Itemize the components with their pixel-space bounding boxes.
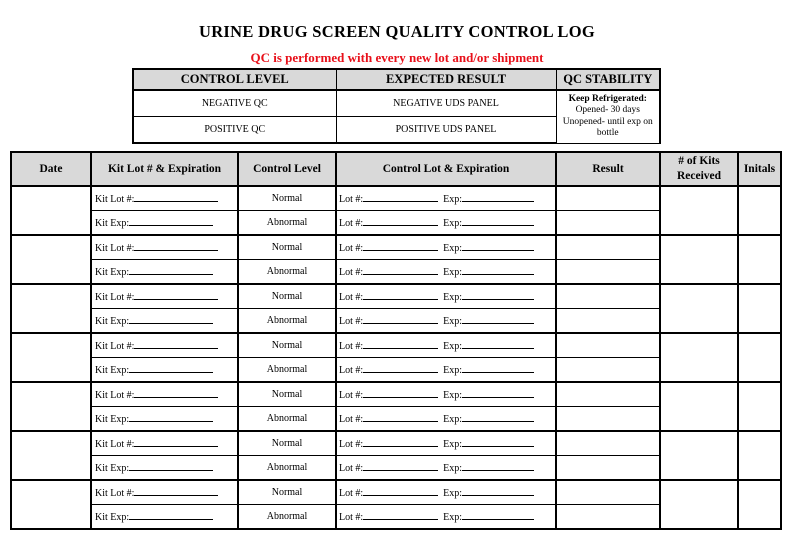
kit-lot-field[interactable]: [91, 186, 238, 211]
kit-exp-field[interactable]: [91, 505, 238, 530]
log-row-normal: [11, 480, 781, 505]
control-level-normal: Normal: [238, 284, 336, 309]
result-cell[interactable]: [556, 505, 660, 530]
date-cell[interactable]: [11, 186, 91, 235]
control-level-normal: Normal: [238, 431, 336, 456]
kit-exp-line: [129, 510, 213, 520]
log-row-normal: [11, 333, 781, 358]
lot-line: [363, 510, 438, 520]
kit-lot-line: [134, 241, 218, 251]
lot-line: [363, 339, 438, 349]
exp-line: [462, 339, 534, 349]
exp-label: Exp:: [443, 512, 463, 523]
kit-exp-line: [129, 363, 213, 373]
control-level-abnormal: Abnormal: [238, 358, 336, 383]
log-row-normal: [11, 382, 781, 407]
control-lot-field[interactable]: [336, 382, 556, 407]
lot-label: Lot #:: [339, 194, 364, 205]
exp-label: Exp:: [443, 390, 463, 401]
exp-line: [462, 437, 534, 447]
result-cell[interactable]: [556, 186, 660, 211]
control-lot-field[interactable]: [336, 309, 556, 334]
qc-expected-negative: NEGATIVE UDS PANEL: [336, 90, 556, 117]
qc-header-expected-result: EXPECTED RESULT: [336, 69, 556, 90]
lot-label: Lot #:: [339, 488, 364, 499]
initials-cell[interactable]: [738, 284, 781, 333]
exp-line: [462, 314, 534, 324]
kit-lot-label: Kit Lot #:: [95, 488, 135, 499]
kit-exp-line: [129, 461, 213, 471]
exp-label: Exp:: [443, 194, 463, 205]
qc-stability-unopened: Unopened- until exp on bottle: [562, 116, 653, 139]
kits-received-cell[interactable]: [660, 186, 738, 235]
result-cell[interactable]: [556, 333, 660, 358]
kit-lot-field[interactable]: [91, 382, 238, 407]
lot-label: Lot #:: [339, 243, 364, 254]
control-level-normal: Normal: [238, 333, 336, 358]
control-level-abnormal: Abnormal: [238, 260, 336, 285]
kit-lot-line: [134, 339, 218, 349]
kit-exp-label: Kit Exp:: [95, 218, 130, 229]
lot-label: Lot #:: [339, 390, 364, 401]
kit-exp-field[interactable]: [91, 309, 238, 334]
kit-exp-field[interactable]: [91, 456, 238, 481]
exp-label: Exp:: [443, 439, 463, 450]
result-cell[interactable]: [556, 284, 660, 309]
control-lot-field[interactable]: [336, 407, 556, 432]
date-cell[interactable]: [11, 235, 91, 284]
kit-lot-label: Kit Lot #:: [95, 439, 135, 450]
kit-lot-line: [134, 388, 218, 398]
kit-lot-line: [134, 290, 218, 300]
exp-line: [462, 265, 534, 275]
log-row-normal: [11, 431, 781, 456]
kits-received-cell[interactable]: [660, 480, 738, 529]
date-cell[interactable]: [11, 431, 91, 480]
initials-cell[interactable]: [738, 235, 781, 284]
result-cell[interactable]: [556, 260, 660, 285]
kit-lot-line: [134, 437, 218, 447]
header-control-lot-expiration: Control Lot & Expiration: [336, 152, 556, 186]
kit-exp-field[interactable]: [91, 211, 238, 236]
exp-line: [462, 192, 534, 202]
control-level-normal: Normal: [238, 186, 336, 211]
kit-exp-label: Kit Exp:: [95, 316, 130, 327]
kit-lot-label: Kit Lot #:: [95, 341, 135, 352]
control-lot-field[interactable]: [336, 431, 556, 456]
lot-line: [363, 216, 438, 226]
qc-header-qc-stability: QC STABILITY: [556, 69, 660, 90]
exp-line: [462, 461, 534, 471]
kit-lot-field[interactable]: [91, 480, 238, 505]
kit-lot-label: Kit Lot #:: [95, 243, 135, 254]
exp-label: Exp:: [443, 463, 463, 474]
initials-cell[interactable]: [738, 382, 781, 431]
result-cell[interactable]: [556, 480, 660, 505]
initials-cell[interactable]: [738, 333, 781, 382]
result-cell[interactable]: [556, 211, 660, 236]
kit-lot-line: [134, 486, 218, 496]
exp-line: [462, 363, 534, 373]
kits-received-cell[interactable]: [660, 333, 738, 382]
control-level-normal: Normal: [238, 382, 336, 407]
lot-line: [363, 388, 438, 398]
lot-label: Lot #:: [339, 512, 364, 523]
header-kit-lot-expiration: Kit Lot # & Expiration: [91, 152, 238, 186]
kit-exp-label: Kit Exp:: [95, 512, 130, 523]
header-result: Result: [556, 152, 660, 186]
control-lot-field[interactable]: [336, 235, 556, 260]
control-lot-field[interactable]: [336, 333, 556, 358]
header-kits-received: # of Kits Received: [660, 152, 738, 186]
control-level-normal: Normal: [238, 235, 336, 260]
kit-exp-field[interactable]: [91, 407, 238, 432]
exp-line: [462, 388, 534, 398]
control-lot-field[interactable]: [336, 456, 556, 481]
exp-label: Exp:: [443, 218, 463, 229]
qc-level-negative: NEGATIVE QC: [133, 90, 336, 117]
lot-label: Lot #:: [339, 292, 364, 303]
lot-label: Lot #:: [339, 365, 364, 376]
date-cell[interactable]: [11, 480, 91, 529]
lot-label: Lot #:: [339, 267, 364, 278]
control-lot-field[interactable]: [336, 358, 556, 383]
result-cell[interactable]: [556, 309, 660, 334]
exp-label: Exp:: [443, 488, 463, 499]
exp-label: Exp:: [443, 243, 463, 254]
lot-label: Lot #:: [339, 439, 364, 450]
page-subtitle: QC is performed with every new lot and/or shipment: [250, 50, 544, 65]
log-body: [11, 186, 781, 529]
result-cell[interactable]: [556, 431, 660, 456]
initials-cell[interactable]: [738, 431, 781, 480]
log-row-normal: [11, 186, 781, 211]
kit-lot-field[interactable]: [91, 431, 238, 456]
lot-line: [363, 486, 438, 496]
control-lot-field[interactable]: [336, 505, 556, 530]
initials-cell[interactable]: [738, 480, 781, 529]
control-lot-field[interactable]: [336, 186, 556, 211]
control-lot-field[interactable]: [336, 211, 556, 236]
kit-lot-label: Kit Lot #:: [95, 390, 135, 401]
result-cell[interactable]: [556, 358, 660, 383]
qc-reference-table: [132, 68, 661, 144]
lot-line: [363, 192, 438, 202]
control-level-abnormal: Abnormal: [238, 309, 336, 334]
date-cell[interactable]: [11, 333, 91, 382]
kit-exp-line: [129, 314, 213, 324]
lot-label: Lot #:: [339, 414, 364, 425]
kit-lot-field[interactable]: [91, 284, 238, 309]
exp-line: [462, 510, 534, 520]
exp-line: [462, 486, 534, 496]
lot-line: [363, 290, 438, 300]
kit-lot-field[interactable]: [91, 333, 238, 358]
exp-label: Exp:: [443, 316, 463, 327]
exp-line: [462, 216, 534, 226]
qc-log-table: [10, 151, 782, 530]
lot-label: Lot #:: [339, 316, 364, 327]
kit-exp-label: Kit Exp:: [95, 365, 130, 376]
exp-label: Exp:: [443, 414, 463, 425]
result-cell[interactable]: [556, 456, 660, 481]
kit-exp-line: [129, 265, 213, 275]
exp-label: Exp:: [443, 365, 463, 376]
result-cell[interactable]: [556, 382, 660, 407]
lot-label: Lot #:: [339, 341, 364, 352]
exp-label: Exp:: [443, 292, 463, 303]
kit-lot-line: [134, 192, 218, 202]
lot-line: [363, 437, 438, 447]
date-cell[interactable]: [11, 382, 91, 431]
kit-exp-line: [129, 412, 213, 422]
kit-lot-field[interactable]: [91, 235, 238, 260]
lot-label: Lot #:: [339, 463, 364, 474]
control-level-abnormal: Abnormal: [238, 505, 336, 530]
qc-expected-positive: POSITIVE UDS PANEL: [336, 117, 556, 144]
kit-exp-line: [129, 216, 213, 226]
control-level-abnormal: Abnormal: [238, 407, 336, 432]
log-row-normal: [11, 284, 781, 309]
exp-label: Exp:: [443, 341, 463, 352]
lot-label: Lot #:: [339, 218, 364, 229]
control-level-abnormal: Abnormal: [238, 211, 336, 236]
exp-line: [462, 290, 534, 300]
kit-exp-label: Kit Exp:: [95, 267, 130, 278]
kit-exp-field[interactable]: [91, 358, 238, 383]
kit-lot-label: Kit Lot #:: [95, 292, 135, 303]
exp-label: Exp:: [443, 267, 463, 278]
page-title: URINE DRUG SCREEN QUALITY CONTROL LOG: [198, 22, 595, 41]
qc-stability-heading: Keep Refrigerated:: [568, 93, 647, 104]
lot-line: [363, 412, 438, 422]
kits-received-cell[interactable]: [660, 235, 738, 284]
initials-cell[interactable]: [738, 186, 781, 235]
control-lot-field[interactable]: [336, 284, 556, 309]
header-date: Date: [11, 152, 91, 186]
lot-line: [363, 265, 438, 275]
log-row-normal: [11, 235, 781, 260]
header-control-level: Control Level: [238, 152, 336, 186]
qc-stability-opened: Opened- 30 days: [575, 105, 640, 116]
date-cell[interactable]: [11, 284, 91, 333]
lot-line: [363, 363, 438, 373]
qc-stability-cell: [556, 90, 660, 143]
qc-level-positive: POSITIVE QC: [133, 117, 336, 144]
kits-received-cell[interactable]: [660, 382, 738, 431]
exp-line: [462, 412, 534, 422]
lot-line: [363, 314, 438, 324]
control-level-normal: Normal: [238, 480, 336, 505]
kit-exp-field[interactable]: [91, 260, 238, 285]
qc-header-control-level: CONTROL LEVEL: [133, 69, 336, 90]
lot-line: [363, 461, 438, 471]
result-cell[interactable]: [556, 407, 660, 432]
kit-exp-label: Kit Exp:: [95, 463, 130, 474]
kit-lot-label: Kit Lot #:: [95, 194, 135, 205]
control-level-abnormal: Abnormal: [238, 456, 336, 481]
lot-line: [363, 241, 438, 251]
header-initials: Initals: [738, 152, 781, 186]
kits-received-cell[interactable]: [660, 284, 738, 333]
kit-exp-label: Kit Exp:: [95, 414, 130, 425]
control-lot-field[interactable]: [336, 260, 556, 285]
kits-received-cell[interactable]: [660, 431, 738, 480]
control-lot-field[interactable]: [336, 480, 556, 505]
result-cell[interactable]: [556, 235, 660, 260]
exp-line: [462, 241, 534, 251]
